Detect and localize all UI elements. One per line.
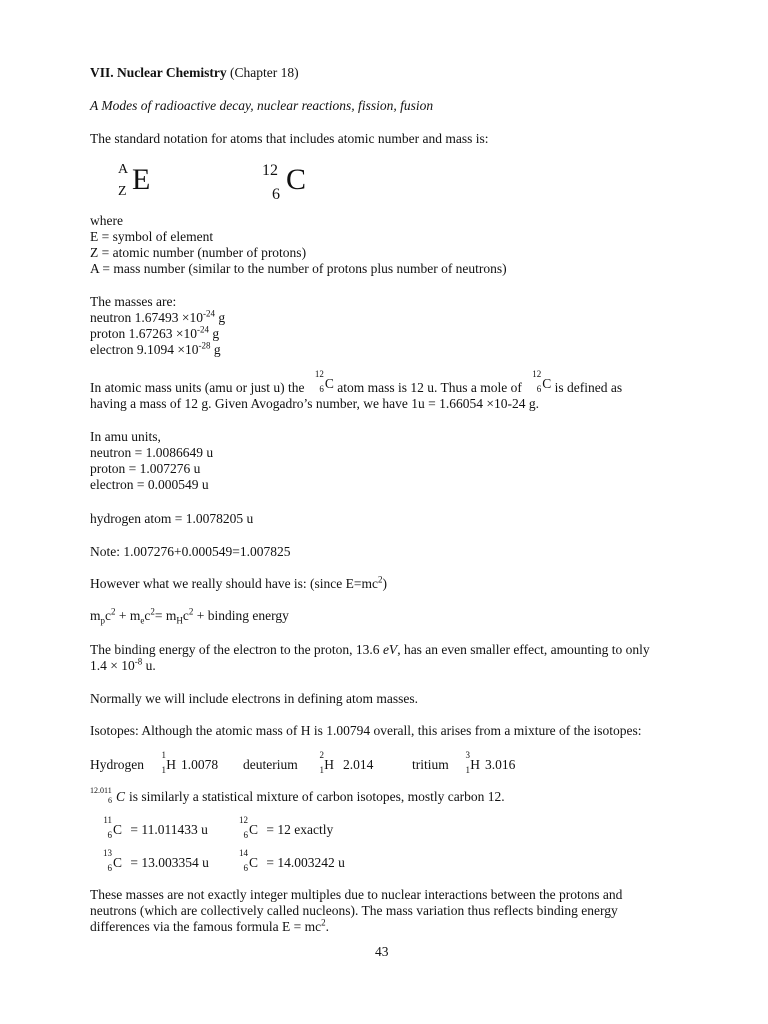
eq-sub: e: [140, 615, 145, 626]
mass-unit: g: [209, 326, 220, 341]
mass-text: electron 9.1094 ×10: [90, 342, 199, 357]
iso-symbol: H: [324, 757, 334, 772]
isotope-c12: [525, 369, 552, 394]
isotope-mass-value: 2.014: [343, 757, 374, 772]
mass-text: neutron 1.67493 ×10: [90, 310, 203, 325]
deuterium-label: deuterium: [243, 757, 298, 772]
iso-z: 6: [536, 384, 542, 394]
carbon-isotope-row: [100, 848, 500, 877]
iso-z: 1: [319, 765, 324, 775]
final-text: differences via the famous formula E = mc: [90, 919, 322, 934]
amu-paragraph-line1: [90, 369, 623, 397]
binding-ev: eV: [382, 642, 398, 657]
isotope-c11: [100, 815, 122, 840]
mass-exponent: -24: [202, 308, 215, 319]
final-paragraph-line: [90, 919, 329, 936]
amu-units-line: neutron = 1.0086649 u: [90, 445, 214, 460]
iso-mass: 12: [239, 815, 248, 825]
notation-generic: [116, 160, 176, 205]
notation-C: C: [286, 163, 307, 196]
iso-mass: 2: [319, 750, 324, 760]
notation-mass-12: 12: [262, 162, 278, 179]
however-sup: 2: [378, 574, 383, 585]
subsection-heading: A Modes of radioactive decay, nuclear reactions, fission, fusion: [90, 98, 434, 113]
notation-E: E: [132, 163, 151, 196]
eq-sub: p: [100, 615, 106, 626]
carbon-isotope-row: [100, 815, 500, 844]
final-sup: 2: [321, 917, 326, 928]
notation-intro: The standard notation for atoms that includes atomic number and mass is:: [90, 131, 489, 146]
iso-z: 1: [465, 765, 470, 775]
mass-unit: g: [210, 342, 221, 357]
isotope-c12: [236, 815, 258, 840]
iso-z: 6: [243, 863, 248, 873]
mass-unit: g: [214, 310, 226, 325]
where-label: where: [90, 213, 123, 228]
note-line: Note: 1.007276+0.000549=1.007825: [90, 544, 291, 559]
hydrogen-atom-mass: hydrogen atom = 1.0078205 u: [90, 511, 254, 526]
iso-mass: 12: [314, 369, 324, 379]
carbon-stat-z: 6: [108, 796, 112, 805]
binding-sup: -8: [134, 656, 143, 667]
binding-text: The binding energy of the electron to the proton, 13.6: [90, 642, 383, 657]
mass-text: proton 1.67263 ×10: [90, 326, 197, 341]
isotope-mass-value: 1.0078: [181, 757, 219, 772]
final-paragraph-line: These masses are not exactly integer multiples due to nuclear interactions between the protons and: [90, 887, 623, 902]
iso-z: 1: [161, 765, 166, 775]
iso-symbol: H: [166, 757, 176, 772]
isotope-c14: [236, 848, 258, 873]
eq-part: m: [90, 608, 101, 623]
however-line: [90, 576, 387, 593]
iso-z: 6: [243, 830, 248, 840]
def-line: E = symbol of element: [90, 229, 214, 244]
amu-paragraph-line2: having a mass of 12 g. Given Avogadro’s number, we have 1u = 1.66054 ×10-24 g.: [90, 396, 539, 411]
isotope-mass-value: = 14.003242 u: [263, 855, 345, 870]
iso-symbol: C: [542, 376, 552, 391]
final-paragraph-line: neutrons (which are collectively called nucleons). The mass variation thus reflects binding energy: [90, 903, 618, 918]
iso-mass: 3: [465, 750, 470, 760]
eq-part: + m: [115, 608, 141, 623]
amu-text: In atomic mass units (amu or just u) the: [90, 380, 305, 395]
iso-symbol: C: [112, 855, 122, 870]
eq-part: c: [144, 608, 151, 623]
notation-Z: Z: [118, 184, 127, 199]
page-number: 43: [375, 944, 389, 959]
binding-text: u.: [142, 658, 156, 673]
eq-sup: 2: [111, 606, 116, 617]
amu-units-line: electron = 0.000549 u: [90, 477, 209, 492]
eq-part: c: [182, 608, 189, 623]
iso-symbol: C: [248, 822, 258, 837]
eq-part: + binding energy: [193, 608, 289, 623]
however-text: However what we really should have is: (since E=mc: [90, 576, 379, 591]
iso-mass: 12: [532, 369, 542, 379]
binding-text: 1.4 × 10: [90, 658, 135, 673]
isotope-h1: [154, 750, 176, 775]
isotope-mass-value: 3.016: [485, 757, 516, 772]
isotope-mass-value: = 11.011433 u: [127, 822, 208, 837]
hydrogen-label: Hydrogen: [90, 757, 144, 772]
final-end: .: [325, 919, 330, 934]
eq-part: = m: [154, 608, 177, 623]
amu-text: atom mass is 12 u. Thus a mole of: [337, 380, 522, 395]
amu-units-line: proton = 1.007276 u: [90, 461, 201, 476]
isotope-mass-value: = 13.003354 u: [127, 855, 209, 870]
eq-sup: 2: [150, 606, 155, 617]
binding-text: , has an even smaller effect, amounting to only: [397, 642, 650, 657]
masses-intro: The masses are:: [90, 294, 177, 309]
amu-text: is defined as: [554, 380, 623, 395]
iso-symbol: C: [112, 822, 122, 837]
def-line: Z = atomic number (number of protons): [90, 245, 307, 260]
iso-mass: 14: [239, 848, 248, 858]
iso-mass: 13: [103, 848, 112, 858]
iso-mass: 11: [103, 815, 112, 825]
iso-mass: 1: [161, 750, 166, 760]
however-close: ): [382, 576, 388, 591]
iso-z: 6: [107, 830, 112, 840]
carbon-stat-text: is similarly a statistical mixture of carbon isotopes, mostly carbon 12.: [129, 789, 505, 804]
carbon-stat-mass: 12.011: [90, 786, 112, 795]
notation-carbon: [262, 160, 322, 205]
amu-units-line: In amu units,: [90, 429, 161, 444]
isotope-h2: [312, 750, 334, 775]
carbon-stat-symbol: C: [116, 789, 126, 804]
iso-z: 6: [319, 384, 324, 394]
notation-z-6: 6: [272, 186, 280, 203]
eq-sup: 2: [188, 606, 194, 617]
iso-symbol: H: [470, 757, 480, 772]
isotope-mass-value: = 12 exactly: [263, 822, 334, 837]
isotope-c13: [100, 848, 122, 873]
notation-A: A: [118, 162, 129, 177]
eq-part: c: [105, 608, 112, 623]
mass-line-electron: [90, 342, 221, 359]
isotope-c12: [308, 369, 334, 394]
iso-symbol: C: [324, 376, 334, 391]
mass-exponent: -28: [198, 340, 211, 351]
carbon-stat-line: [90, 786, 650, 809]
mass-exponent: -24: [197, 324, 209, 335]
section-heading: [90, 65, 299, 82]
binding-equation: [90, 608, 289, 625]
binding-paragraph-line2: [90, 658, 156, 675]
iso-symbol: C: [248, 855, 258, 870]
isotopes-line: Isotopes: Although the atomic mass of H is 1.00794 overall, this arises from a mixture of the isotopes:: [90, 723, 642, 738]
heading-bold: VII. Nuclear Chemistry: [90, 65, 227, 80]
hydrogen-isotopes-row: [90, 750, 650, 777]
iso-z: 6: [107, 863, 112, 873]
normally-line: Normally we will include electrons in defining atom masses.: [90, 691, 419, 706]
eq-sub: H: [176, 615, 183, 626]
def-line: A = mass number (similar to the number of protons plus number of neutrons): [90, 261, 507, 276]
heading-chapter: (Chapter 18): [226, 65, 299, 80]
binding-paragraph-line1: [90, 642, 650, 659]
tritium-label: tritium: [412, 757, 449, 772]
isotope-h3: [458, 750, 480, 775]
